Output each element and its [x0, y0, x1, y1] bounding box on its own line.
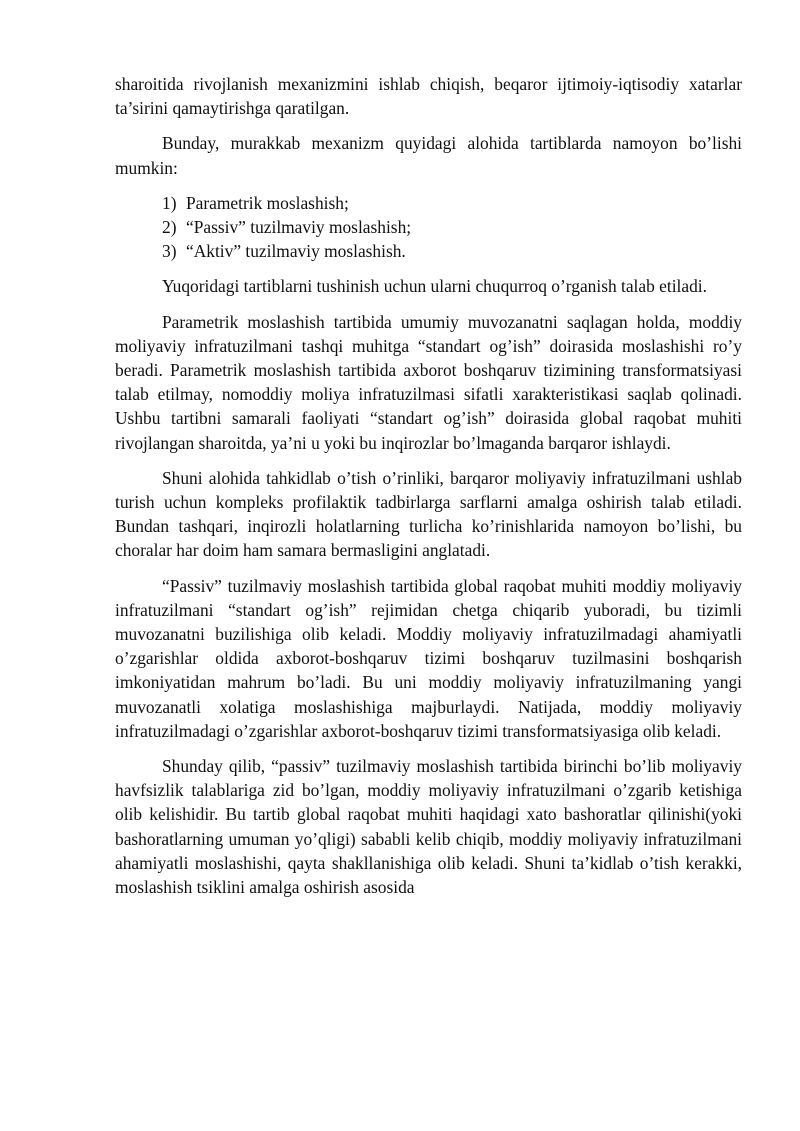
paragraph: Shuni alohida tahkidlab o’tish o’rinliki, barqaror moliyaviy infratuzilmani ushlab turish uchun kompleks profilaktik tadbirlarga sarflarni amalga oshirish talab etiladi. Bundan tashqari, inqirozli holatlarning turlicha ko’rinishlarida namoyon bo’lishi, bu choralar har doim ham samara bermasligini anglatadi. [115, 467, 742, 561]
paragraph-intro: Bunday, murakkab mexanizm quyidagi alohida tartiblarda namoyon bo’lishi mumkin: [115, 133, 742, 178]
list-text: Parametrik moslashish; [186, 192, 349, 213]
mode-list [115, 191, 742, 264]
list-number: 2) [162, 217, 177, 238]
list-text: “Passiv” tuzilmaviy moslashish; [186, 217, 412, 238]
paragraph: Yuqoridagi tartiblarni tushinish uchun ularni chuqurroq o’rganish talab etiladi. [162, 276, 707, 297]
list-item [115, 215, 742, 239]
paragraph: “Passiv” tuzilmaviy moslashish tartibida global raqobat muhiti moddiy moliyaviy infratuzilmani “standart og’ish” rejimidan chetga chiqarib yuboradi, bu tizimli muvozanatni buzilishiga olib keladi. Moddiy moliyaviy infratuzilmadagi ahamiyatli o’zgarishlar oldida axborot-boshqaruv tizimi boshqaruv tuzilmasini boshqarish imkoniyatidan mahrum bo’ladi. Bu uni moddiy moliyaviy infratuzilmaning yangi muvozanatli xolatiga moslashishiga majburlaydi. Natijada, moddiy moliyaviy infratuzilmadagi o’zgarishlar axborot-boshqaruv tizimi transformatsiyasiga olib keladi. [115, 575, 742, 741]
list-text: “Aktiv” tuzilmaviy moslashish. [186, 241, 406, 262]
list-number: 1) [162, 192, 177, 213]
paragraph: Parametrik moslashish tartibida umumiy muvozanatni saqlagan holda, moddiy moliyaviy infratuzilmani tashqi muhitga “standart og’ish” doirasida moslashishi ro’y beradi. Parametrik moslashish tartibida axborot boshqaruv tizimining transformatsiyasi talab etilmay, nomoddiy moliya infratuzilmasi sifatli xarakteristikasi saqlab qolinadi. Ushbu tartibni samarali faoliyati “standart og’ish” doirasida global raqobat muhiti rivojlangan sharoitda, ya’ni u yoki bu inqirozlar bo’lmaganda barqaror ishlaydi. [115, 311, 742, 453]
paragraph-continuation: sharoitida rivojlanish mexanizmini ishlab chiqish, beqaror ijtimoiy-iqtisodiy xatarlar ta’sirini qamaytirishga qaratilgan. [115, 74, 742, 119]
list-item [115, 191, 742, 215]
document-page [115, 72, 742, 910]
list-item [115, 239, 742, 263]
list-number: 3) [162, 241, 177, 262]
paragraph: Shunday qilib, “passiv” tuzilmaviy moslashish tartibida birinchi bo’lib moliyaviy havfsizlik talablariga zid bo’lgan, moddiy moliyaviy infratuzilmani o’zgarib ketishiga olib kelishidir. Bu tartib global raqobat muhiti haqidagi xato bashoratlar qilinishi(yoki bashoratlarning umuman yo’qligi) sababli kelib chiqib, moddiy moliyaviy infratuzilmani ahamiyatli moslashishi, qayta shakllanishiga olib keladi. Shuni ta’kidlab o’tish kerakki, moslashish tsiklini amalga oshirish asosida [115, 756, 742, 898]
